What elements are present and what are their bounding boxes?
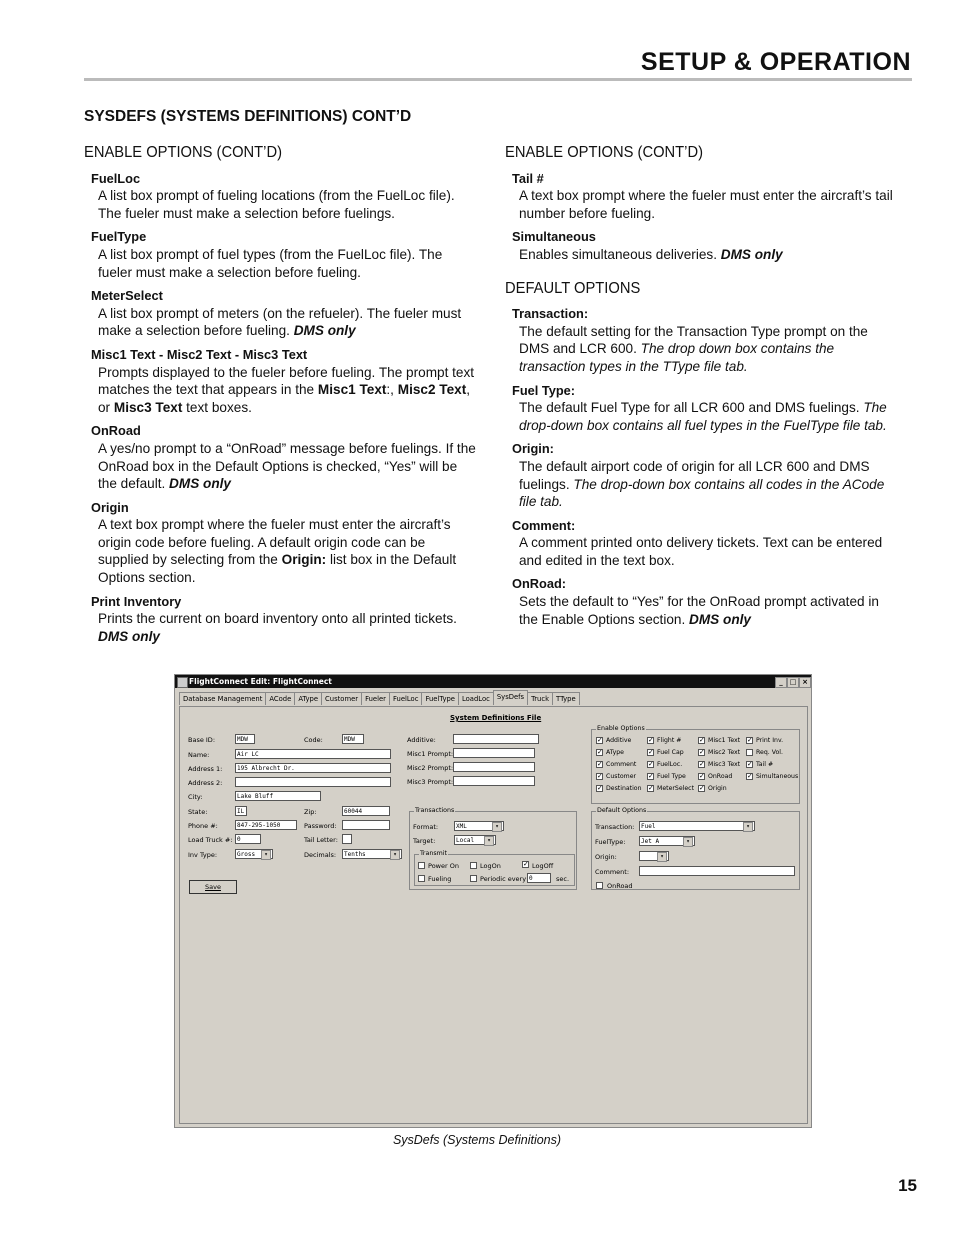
item-fuel-type [505,382,900,435]
city-field[interactable]: Lake Bluff [235,791,321,801]
misc1-prompt-field[interactable] [453,748,535,758]
desc-text: The default Fuel Type for all LCR 600 and DMS fuelings. [519,400,864,416]
flightconnect-window [174,674,812,1128]
additive-field[interactable] [453,734,539,744]
description [519,458,900,511]
origin-default-label: Origin: [595,853,617,861]
item-tail [505,170,900,223]
desc-text: The default setting for the Transaction Type prompt on the DMS and LCR 600. [519,323,868,357]
tab-sysdefs[interactable]: SysDefs [493,690,528,705]
enable-option-label: AType [606,749,624,756]
item-simultaneous [505,228,900,263]
header-rule [84,78,912,81]
load-truck-field[interactable]: 0 [235,834,261,844]
transactions-group [409,807,577,890]
dms-only-note: DMS only [169,476,231,492]
city-label: City: [188,793,203,801]
password-label: Password: [304,822,337,830]
term: OnRoad: [512,576,567,592]
right-heading-enable: ENABLE OPTIONS (CONT’D) [505,144,704,161]
target-label: Target: [413,837,436,845]
tail-letter-label: Tail Letter: [304,836,338,844]
fueltype-default-dropdown[interactable]: Jet A ▾ [639,836,695,846]
form-title: System Definitions File [450,714,542,722]
base-id-field[interactable]: MDW [235,734,255,744]
load-truck-label: Load Truck #: [188,836,233,844]
enable-option-label: Print Inv. [756,737,784,744]
enable-option-checkbox[interactable]: ✓ [597,784,603,792]
item-comment [505,517,900,570]
comment-default-label: Comment: [595,868,630,876]
description [98,610,479,645]
onroad-default-checkbox[interactable] [596,882,603,889]
save-label: Save [205,883,221,891]
enable-option-checkbox[interactable] [746,749,753,756]
bold-text: Misc1 Text [317,382,387,398]
enable-option-checkbox[interactable]: ✓ [597,748,603,756]
decimals-dropdown[interactable]: Tenths ▾ [342,849,402,859]
term: Tail # [512,170,544,186]
format-dropdown[interactable]: XML ▾ [454,821,504,831]
tab-bar [179,692,579,706]
desc-italic: The drop-down box contains all codes in the ACode file tab. [519,476,885,510]
item-print-inventory [84,593,479,646]
default-options-group [591,807,800,890]
item-onroad-default [505,575,900,628]
name-label: Name: [188,751,210,759]
description: A list box prompt of fuel types (from the FuelLoc file). The fueler must make a selection before fueling. [98,246,443,280]
desc-text: Enables simultaneous deliveries. [519,246,721,262]
address2-field[interactable] [235,777,391,787]
enable-option-label: OnRoad [708,773,733,780]
enable-option-checkbox[interactable]: ✓ [699,760,705,768]
enable-option-checkbox[interactable]: ✓ [699,772,705,780]
desc-italic: The drop down box contains the transaction types in the TType file tab. [519,341,835,374]
description [98,305,479,340]
description: A comment printed onto delivery tickets. Text can be entered and edited in the text box. [519,535,883,568]
password-field[interactable] [342,820,390,830]
enable-option-label: FuelLoc. [657,761,683,768]
dms-only-note: DMS only [98,628,160,644]
enable-option-checkbox[interactable]: ✓ [699,748,705,756]
term: FuelLoc [91,170,141,186]
enable-option-checkbox[interactable]: ✓ [747,760,753,768]
desc-text: :, [386,382,398,398]
tab-ttype[interactable]: TType [552,692,580,705]
logon-label: LogOn [480,862,501,870]
zip-field[interactable]: 60044 [342,806,390,816]
state-field[interactable]: IL [235,806,247,816]
term: OnRoad [91,423,141,439]
bold-text: Misc3 Text [113,399,183,415]
power-on-checkbox[interactable] [418,862,425,869]
enable-option-checkbox[interactable]: ✓ [747,772,753,780]
dms-only-note: DMS only [689,611,751,627]
periodic-checkbox[interactable] [470,875,477,882]
enable-option-label: Tail # [756,761,774,768]
bold-text: Origin: [281,552,327,568]
base-id-label: Base ID: [188,736,216,744]
close-icon[interactable]: × [799,677,811,688]
phone-field[interactable]: 847-295-1050 [235,820,297,830]
enable-option-checkbox[interactable]: ✓ [597,772,603,780]
enable-option-label: Origin [708,785,727,792]
desc-italic: The drop-down box contains all fuel types in the FuelType file tab. [519,400,887,433]
enable-option-label: MeterSelect [657,785,695,792]
periodic-seconds-field[interactable]: 0 [527,873,551,883]
address2-label: Address 2: [188,779,223,787]
enable-option-label: Comment [606,761,637,768]
desc-text: Prompts displayed to the fueler before fueling. The prompt text matches the text that appears in the [98,364,475,398]
term: Simultaneous [512,229,596,245]
figure-caption: SysDefs (Systems Definitions) [392,1133,562,1147]
window-title: FlightConnect Edit: FlightConnect [189,677,332,686]
description [98,364,479,417]
tab-loadloc[interactable]: LoadLoc [458,692,494,705]
dms-only-note: DMS only [293,323,356,339]
enable-option-label: Misc2 Text [708,749,741,756]
onroad-default-label: OnRoad [607,882,633,890]
term: Comment: [512,517,576,533]
window-titlebar[interactable] [175,675,811,688]
desc-text: A yes/no prompt to a “OnRoad” message before fuelings. If the OnRoad box in the Default Options is checked, “Yes” will be the default. [98,440,476,492]
term: Transaction: [512,306,589,322]
address1-label: Address 1: [188,765,223,773]
tab-fueler[interactable]: Fueler [361,692,390,705]
desc-text: , or [98,382,471,415]
transaction-default-dropdown[interactable]: Fuel ▾ [639,821,755,831]
misc3-prompt-label: Misc3 Prompt: [407,778,454,786]
right-heading-default: DEFAULT OPTIONS [505,279,641,297]
misc2-prompt-field[interactable] [453,762,535,772]
left-heading: ENABLE OPTIONS (CONT’D) [84,144,283,161]
description [519,323,900,376]
fueling-label: Fueling [428,875,452,883]
origin-default-dropdown[interactable] [639,851,669,861]
item-origin-default [505,440,900,510]
desc-text: A list box prompt of meters (on the refueler). The fueler must make a selection before fueling. [98,305,462,339]
tab-fuelloc[interactable]: FuelLoc [389,692,422,705]
enable-option-label: Misc3 Text [708,761,741,768]
term: Fuel Type: [512,382,576,398]
code-label: Code: [304,736,323,744]
transmit-group [414,850,575,886]
additive-label: Additive: [407,736,436,744]
description [519,593,900,628]
enable-option-checkbox[interactable]: ✓ [699,736,705,744]
page-number: 15 [898,1176,917,1195]
enable-option-label: Misc1 Text [708,737,741,744]
state-label: State: [188,808,208,816]
item-fueltype [84,228,479,281]
desc-text: list box in the Default Options section. [98,552,457,586]
enable-option-checkbox[interactable]: ✓ [648,784,654,792]
term: MeterSelect [91,288,163,304]
sysdefs-panel [179,706,808,1124]
enable-option-checkbox[interactable]: ✓ [648,736,654,744]
item-misc-text [84,346,479,416]
item-origin [84,499,479,587]
enable-option-checkbox[interactable]: ✓ [648,760,654,768]
app-icon [177,677,188,688]
description [98,440,479,493]
transaction-default-label: Transaction: [595,823,635,831]
tab-acode[interactable]: ACode [265,692,295,705]
enable-option-label: Simultaneous [756,773,799,780]
misc3-prompt-field[interactable] [453,776,535,786]
item-meterselect [84,287,479,340]
power-on-label: Power On [428,862,459,870]
section-title: SYSDEFS (SYSTEMS DEFINITIONS) CONT’D [84,108,412,125]
enable-option-label: Destination [606,785,642,792]
tab-customer[interactable]: Customer [321,692,362,705]
decimals-label: Decimals: [304,851,337,859]
address1-field[interactable]: 195 Albrecht Dr. [235,763,391,773]
tab-fueltype[interactable]: FuelType [421,692,459,705]
tab-truck[interactable]: Truck [527,692,553,705]
enable-option-checkbox[interactable]: ✓ [699,784,705,792]
transmit-group-label: Transmit [420,850,447,857]
comment-default-field[interactable] [639,866,795,876]
inv-type-dropdown[interactable]: Gross ▾ [235,849,273,859]
term: FuelType [91,229,147,245]
enable-option-label: Additive [606,737,632,744]
enable-option-label: Fuel Cap [657,749,684,756]
description [519,399,900,434]
enable-option-label: Flight # [657,737,682,744]
transactions-group-label: Transactions [415,807,455,814]
zip-label: Zip: [304,808,317,816]
description: A list box prompt of fueling locations (from the FuelLoc file). The fueler must make a selection before fuelings. [98,188,455,221]
misc2-prompt-label: Misc2 Prompt: [407,764,454,772]
desc-text: Prints the current on board inventory onto all printed tickets. [98,611,457,627]
enable-option-checkbox[interactable]: ✓ [648,772,654,780]
desc-text: text boxes. [182,399,252,415]
dms-only-note: DMS only [720,246,783,262]
enable-option-label: Req. Vol. [756,749,783,756]
tab-atype[interactable]: AType [294,692,322,705]
item-onroad [84,422,479,492]
sec-label: sec. [556,875,570,883]
tab-database-management[interactable]: Database Management [179,692,266,705]
target-dropdown[interactable]: Local ▾ [454,835,496,845]
bold-text: Misc2 Text [397,382,467,398]
tail-letter-field[interactable] [342,834,352,844]
minimize-icon[interactable]: _ [775,677,787,688]
fueling-checkbox[interactable] [418,875,425,882]
logoff-label: LogOff [532,862,554,870]
logon-checkbox[interactable] [470,862,477,869]
page-header-title: SETUP & OPERATION [640,48,911,76]
name-field[interactable]: Air LC [235,749,391,759]
term: Origin [91,499,129,515]
logoff-checkbox[interactable]: ✓ [523,860,529,868]
enable-option-label: Fuel Type [657,773,686,780]
default-options-label: Default Options [597,807,647,814]
left-column [84,144,479,651]
desc-text: A text box prompt where the fueler must enter the aircraft’s origin code before fueling. A default origin code can be supplied by selecting from the [98,517,451,568]
enable-option-checkbox[interactable]: ✓ [747,736,753,744]
enable-option-checkbox[interactable]: ✓ [648,748,654,756]
item-transaction [505,305,900,375]
misc1-prompt-label: Misc1 Prompt: [407,750,454,758]
enable-options-label: Enable Options [597,725,645,732]
enable-option-label: Customer [606,773,637,780]
term: Origin: [512,441,554,457]
inv-type-label: Inv Type: [188,851,218,859]
item-fuelloc [84,170,479,223]
desc-text: The default airport code of origin for all LCR 600 and DMS fuelings. [519,458,870,492]
phone-label: Phone #: [188,822,218,830]
maximize-icon[interactable]: □ [787,677,799,688]
enable-option-checkbox[interactable]: ✓ [597,760,603,768]
description [519,246,900,264]
term: Misc1 Text - Misc2 Text - Misc3 Text [91,346,308,362]
description [98,516,479,586]
enable-options-group [591,725,800,804]
format-label: Format: [413,823,439,831]
code-field[interactable]: MDW [342,734,364,744]
desc-text: Sets the default to “Yes” for the OnRoad prompt activated in the Enable Options section. [519,594,879,627]
save-button[interactable] [189,880,237,894]
right-column [505,144,900,634]
term: Print Inventory [91,593,182,609]
description: A text box prompt where the fueler must enter the aircraft’s tail number before fueling. [519,188,893,221]
periodic-label: Periodic every [480,875,527,883]
enable-option-checkbox[interactable]: ✓ [597,736,603,744]
fueltype-default-label: FuelType: [595,838,626,846]
